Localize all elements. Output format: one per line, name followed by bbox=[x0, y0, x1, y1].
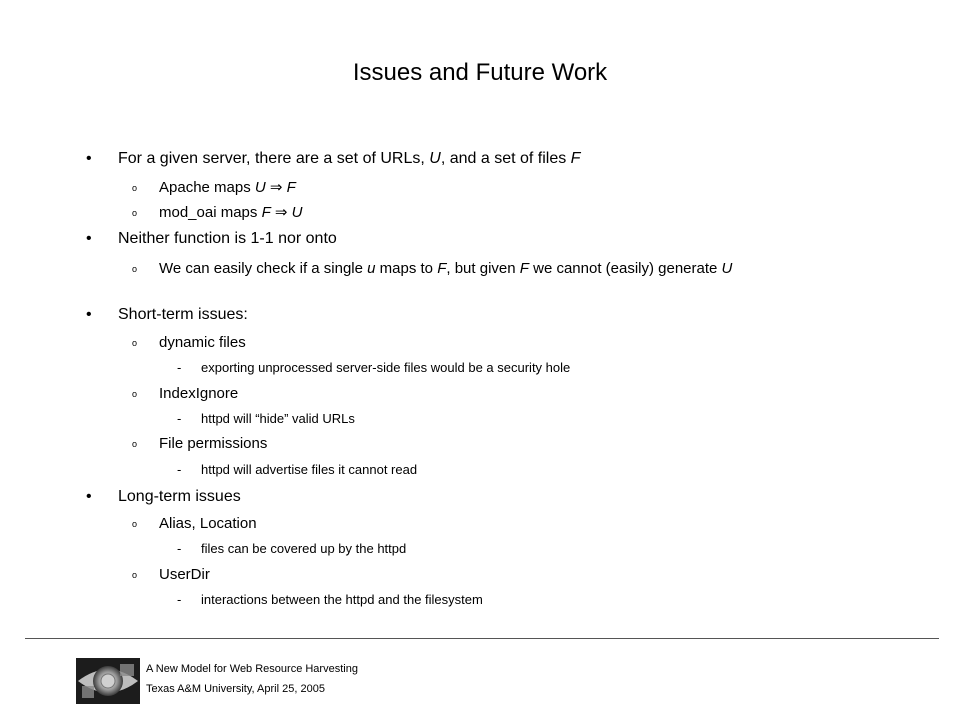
sub-item-file-permissions bbox=[132, 434, 268, 453]
sub-bullet-marker: o bbox=[132, 570, 138, 580]
slide-title: Issues and Future Work bbox=[352, 59, 608, 86]
bullet-text: For a given server, there are a set of URLs, bbox=[118, 150, 430, 167]
sub-bullet-marker: o bbox=[132, 389, 138, 399]
implies-arrow-icon: ⇒ bbox=[269, 179, 283, 196]
detail-item bbox=[177, 410, 355, 427]
detail-item bbox=[177, 461, 418, 478]
sub-text: File permissions bbox=[159, 435, 268, 452]
variable: F bbox=[261, 204, 271, 221]
variable-f: F bbox=[570, 150, 581, 167]
detail-text: exporting unprocessed server-side files would be a security hole bbox=[201, 360, 571, 375]
implies-arrow-icon: ⇒ bbox=[274, 204, 288, 221]
bullet-text: Neither function is 1-1 nor onto bbox=[118, 230, 337, 247]
detail-item bbox=[177, 591, 483, 608]
sub-text: dynamic files bbox=[159, 334, 246, 351]
bullet-text-mid: , and a set of files bbox=[440, 150, 571, 167]
sub-item-apache bbox=[132, 178, 296, 197]
variable: u bbox=[367, 260, 376, 277]
sub-text: IndexIgnore bbox=[159, 385, 239, 402]
dash-marker: - bbox=[177, 411, 182, 426]
sub-text: Alias, Location bbox=[159, 515, 257, 532]
sub-text: maps to bbox=[375, 260, 438, 277]
bullet-marker: • bbox=[86, 306, 92, 323]
sub-item-userdir bbox=[132, 565, 210, 584]
variable-u: U bbox=[429, 150, 441, 167]
variable: F bbox=[437, 260, 447, 277]
sub-bullet-marker: o bbox=[132, 338, 138, 348]
bullet-item-3 bbox=[86, 305, 248, 325]
sub-text: We can easily check if a single bbox=[159, 260, 368, 277]
detail-text: interactions between the httpd and the filesystem bbox=[201, 592, 483, 607]
sub-text: UserDir bbox=[159, 566, 210, 583]
bullet-text: Short-term issues: bbox=[118, 306, 248, 323]
bullet-item-1 bbox=[86, 149, 581, 169]
sub-text: , but given bbox=[446, 260, 520, 277]
sub-bullet-marker: o bbox=[132, 183, 138, 193]
footer-title: A New Model for Web Resource Harvesting bbox=[146, 663, 358, 675]
bullet-item-2 bbox=[86, 229, 337, 249]
detail-item bbox=[177, 359, 571, 376]
variable: F bbox=[519, 260, 529, 277]
bullet-marker: • bbox=[86, 230, 92, 247]
sub-text: mod_oai maps bbox=[159, 204, 262, 221]
detail-text: httpd will advertise files it cannot read bbox=[201, 462, 418, 477]
variable: F bbox=[286, 179, 296, 196]
sub-item-mod-oai bbox=[132, 203, 303, 222]
footer-divider bbox=[25, 638, 939, 639]
dash-marker: - bbox=[177, 541, 182, 556]
bullet-item-4 bbox=[86, 487, 241, 507]
dash-marker: - bbox=[177, 360, 182, 375]
bullet-marker: • bbox=[86, 488, 92, 505]
sub-item-check bbox=[132, 259, 885, 278]
eye-logo-icon bbox=[76, 658, 140, 704]
detail-item bbox=[177, 540, 407, 557]
sub-bullet-marker: o bbox=[132, 264, 138, 274]
variable: U bbox=[254, 179, 266, 196]
sub-text: we cannot (easily) generate bbox=[528, 260, 722, 277]
detail-text: httpd will “hide” valid URLs bbox=[201, 411, 355, 426]
sub-item-dynamic-files bbox=[132, 333, 246, 352]
sub-item-alias-location bbox=[132, 514, 257, 533]
detail-text: files can be covered up by the httpd bbox=[201, 541, 407, 556]
sub-bullet-marker: o bbox=[132, 439, 138, 449]
dash-marker: - bbox=[177, 592, 182, 607]
dash-marker: - bbox=[177, 462, 182, 477]
sub-bullet-marker: o bbox=[132, 208, 138, 218]
sub-item-indexignore bbox=[132, 384, 239, 403]
footer-affiliation-date: Texas A&M University, April 25, 2005 bbox=[146, 683, 325, 695]
bullet-text: Long-term issues bbox=[118, 488, 241, 505]
sub-bullet-marker: o bbox=[132, 519, 138, 529]
sub-text: Apache maps bbox=[159, 179, 255, 196]
variable: U bbox=[291, 204, 303, 221]
bullet-marker: • bbox=[86, 150, 92, 167]
variable: U bbox=[721, 260, 733, 277]
